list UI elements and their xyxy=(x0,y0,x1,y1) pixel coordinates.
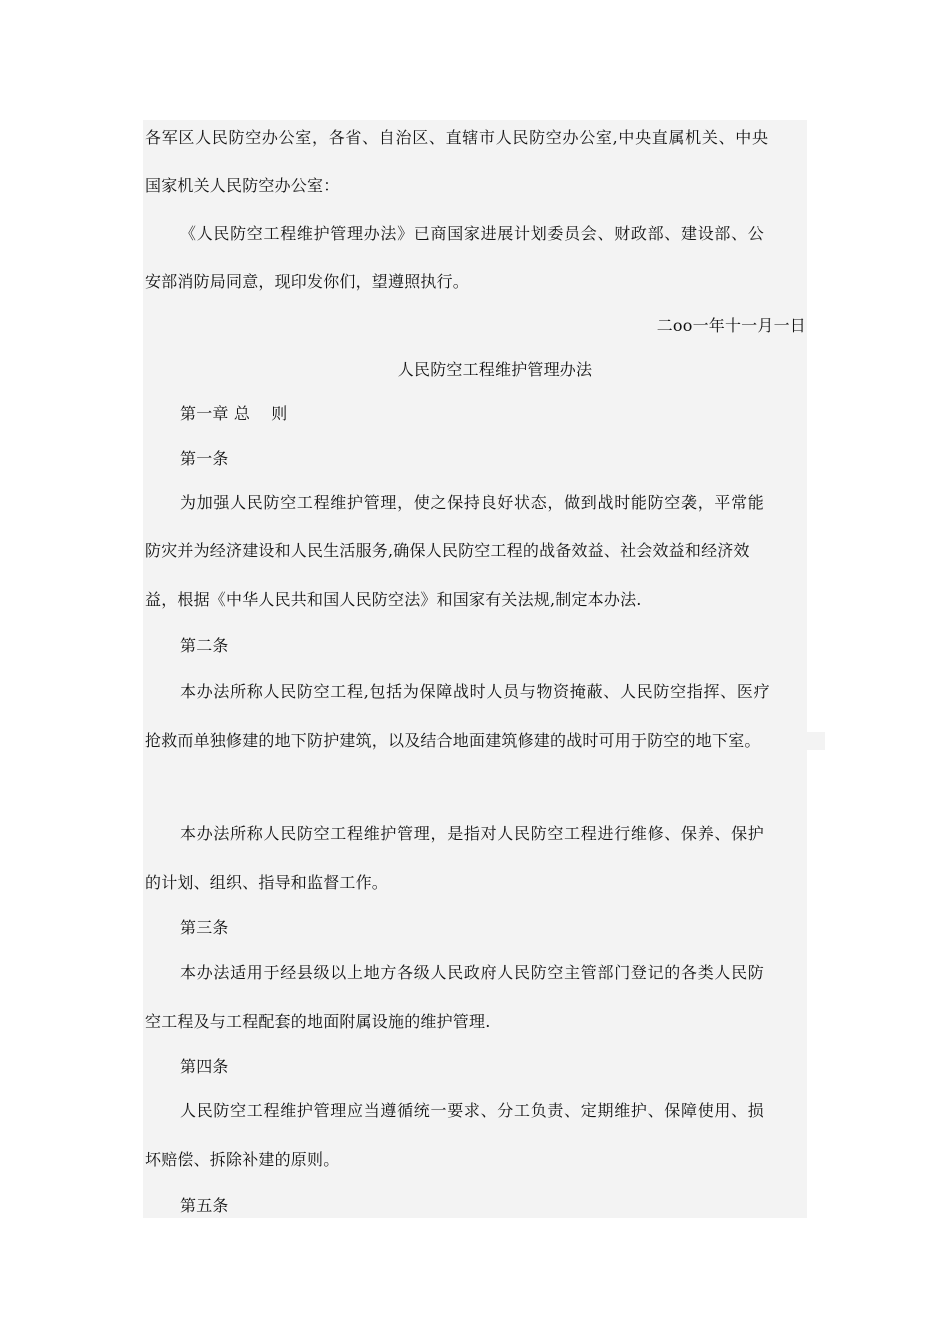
text-shading-lower xyxy=(143,752,807,1218)
document-title: 人民防空工程维护管理办法 xyxy=(397,360,593,379)
notice-line-2: 安部消防局同意，现印发你们，望遵照执行。 xyxy=(145,272,470,291)
salutation-line-2: 国家机关人民防空办公室： xyxy=(145,176,340,195)
text-shading-upper xyxy=(143,120,807,752)
article-1-line-1: 为加强人民防空工程维护管理，使之保持良好状态，做到战时能防空袭，平常能 xyxy=(180,493,765,512)
article-1-line-2: 防灾并为经济建设和人民生活服务,确保人民防空工程的战备效益、社会效益和经济效 xyxy=(145,541,750,560)
article-3-heading: 第三条 xyxy=(180,918,229,937)
article-4-heading: 第四条 xyxy=(180,1057,229,1076)
article-1-line-3: 益，根据《中华人民共和国人民防空法》和国家有关法规,制定本办法. xyxy=(145,590,642,609)
article-2-line-4: 的计划、组织、指导和监督工作。 xyxy=(145,873,389,892)
text-shading-edge xyxy=(807,732,825,750)
notice-line-1: 《人民防空工程维护管理办法》已商国家进展计划委员会、财政部、建设部、公 xyxy=(180,224,765,243)
article-2-heading: 第二条 xyxy=(180,636,229,655)
salutation-line-1: 各军区人民防空办公室，各省、自治区、直辖市人民防空办公室,中央直属机关、中央 xyxy=(145,128,769,147)
issue-date: 二oo一年十一月一日 xyxy=(656,316,806,335)
article-2-line-2: 抢救而单独修建的地下防护建筑，以及结合地面建筑修建的战时可用于防空的地下室。 xyxy=(145,731,761,750)
article-3-line-1: 本办法适用于经县级以上地方各级人民政府人民防空主管部门登记的各类人民防 xyxy=(180,963,765,982)
article-2-line-3: 本办法所称人民防空工程维护管理，是指对人民防空工程进行维修、保养、保护 xyxy=(180,824,765,843)
article-3-line-2: 空工程及与工程配套的地面附属设施的维护管理. xyxy=(145,1012,491,1031)
chapter-heading: 第一章 总 则 xyxy=(180,404,288,423)
article-5-heading: 第五条 xyxy=(180,1196,229,1215)
article-1-heading: 第一条 xyxy=(180,449,229,468)
article-4-line-1: 人民防空工程维护管理应当遵循统一要求、分工负责、定期维护、保障使用、损 xyxy=(180,1101,765,1120)
article-2-line-1: 本办法所称人民防空工程,包括为保障战时人员与物资掩蔽、人民防空指挥、医疗 xyxy=(180,682,771,701)
article-4-line-2: 坏赔偿、拆除补建的原则。 xyxy=(145,1150,340,1169)
